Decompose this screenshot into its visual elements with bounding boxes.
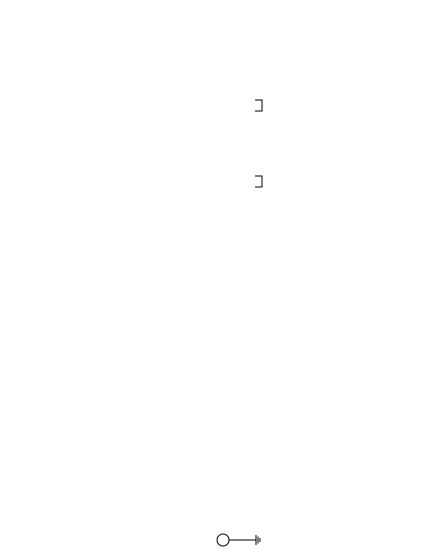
earth-ground-icon <box>256 535 260 545</box>
annotation-layer <box>217 100 262 546</box>
channel-0-bracket <box>255 176 262 187</box>
bottom-earth-terminal <box>217 534 229 546</box>
channel-1-bracket <box>255 100 262 111</box>
